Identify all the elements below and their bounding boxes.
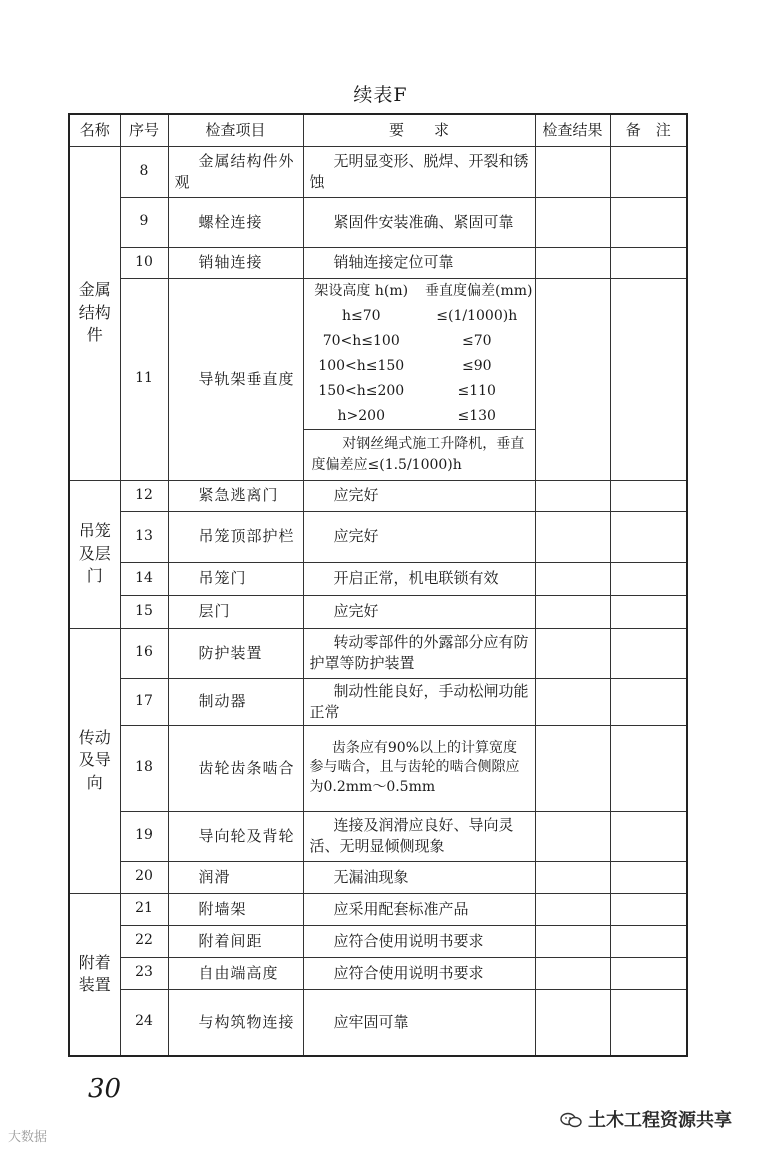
result-cell: [535, 480, 610, 511]
row-number: 16: [120, 628, 168, 678]
remark-cell: [610, 562, 687, 595]
deviation-value: ≤130: [457, 407, 496, 424]
check-item: 紧急逃离门: [168, 480, 303, 511]
check-item: 制动器: [168, 678, 303, 725]
check-item: 附着间距: [168, 925, 303, 957]
requirement: 应符合使用说明书要求: [303, 957, 535, 989]
remark-cell: [610, 989, 687, 1056]
height-range: h>200: [337, 407, 385, 424]
row-number: 14: [120, 562, 168, 595]
requirement: 销轴连接定位可靠: [303, 247, 535, 278]
height-range: 100<h≤150: [318, 357, 405, 374]
requirement: 无漏油现象: [303, 861, 535, 893]
header-name: 名称: [69, 114, 120, 146]
result-cell: [535, 146, 610, 197]
table-row: [69, 861, 687, 893]
watermark-left: [8, 1126, 47, 1145]
watermark-left-text: 大数据: [8, 1130, 48, 1145]
height-range: h≤70: [341, 307, 381, 324]
row-number: 18: [120, 725, 168, 811]
result-cell: [535, 893, 610, 925]
requirement: 紧固件安装准确、紧固可靠: [303, 197, 535, 247]
requirement: 连接及润滑应良好、导向灵活、无明显倾侧现象: [303, 811, 535, 861]
check-item: 导向轮及背轮: [168, 811, 303, 861]
group-label-cage-landing-door: 吊笼及层门: [69, 480, 120, 628]
table-row: [69, 628, 687, 678]
row-number: 8: [120, 146, 168, 197]
check-item: 与构筑物连接: [168, 989, 303, 1056]
group-label-metal-structure: 金属结构件: [69, 146, 120, 480]
table-row: [69, 893, 687, 925]
deviation-value: ≤110: [457, 382, 496, 399]
result-cell: [535, 628, 610, 678]
deviation-header: 垂直度偏差(mm): [425, 282, 533, 299]
check-item: 销轴连接: [168, 247, 303, 278]
table-row: [69, 678, 687, 725]
table-row: [69, 511, 687, 562]
remark-cell: [610, 861, 687, 893]
table-title: 续表F: [353, 84, 408, 106]
row-number: 24: [120, 989, 168, 1056]
result-cell: [535, 678, 610, 725]
header-row: [69, 114, 687, 146]
row-number: 21: [120, 893, 168, 925]
result-cell: [535, 811, 610, 861]
remark-cell: [610, 811, 687, 861]
deviation-value: ≤70: [461, 332, 492, 349]
remark-cell: [610, 893, 687, 925]
row-number: 22: [120, 925, 168, 957]
header-item: 检查项目: [168, 114, 303, 146]
remark-cell: [610, 725, 687, 811]
row-number: 11: [120, 278, 168, 480]
check-item: 吊笼顶部护栏: [168, 511, 303, 562]
remark-cell: [610, 278, 687, 480]
result-cell: [535, 989, 610, 1056]
requirement: 应完好: [303, 480, 535, 511]
table-row: [69, 811, 687, 861]
check-item: 自由端高度: [168, 957, 303, 989]
watermark-right-text: 土木工程资源共享: [588, 1110, 732, 1131]
header-result: 检查结果: [535, 114, 610, 146]
check-item: 润滑: [168, 861, 303, 893]
table-row: [69, 480, 687, 511]
requirement: 制动性能良好，手动松闸功能正常: [303, 678, 535, 725]
row-number: 20: [120, 861, 168, 893]
remark-cell: [610, 925, 687, 957]
requirement: 转动零部件的外露部分应有防护罩等防护装置: [303, 628, 535, 678]
table-row: [69, 725, 687, 811]
requirement: 开启正常，机电联锁有效: [303, 562, 535, 595]
remark-cell: [610, 480, 687, 511]
table-row: [69, 957, 687, 989]
row-number: 9: [120, 197, 168, 247]
remark-cell: [610, 628, 687, 678]
requirement: 齿条应有90%以上的计算宽度参与啮合，且与齿轮的啮合侧隙应为0.2mm～0.5mm: [303, 725, 535, 811]
row-number: 23: [120, 957, 168, 989]
group-label-attachment: 附着装置: [69, 893, 120, 1056]
inspection-table: [68, 113, 688, 1057]
requirement: 应符合使用说明书要求: [303, 925, 535, 957]
result-cell: [535, 562, 610, 595]
table-row: [69, 278, 687, 480]
row-number: 17: [120, 678, 168, 725]
remark-cell: [610, 595, 687, 628]
check-item: 齿轮齿条啮合: [168, 725, 303, 811]
header-remark: 备 注: [610, 114, 687, 146]
table-row: [69, 197, 687, 247]
height-header: 架设高度 h(m): [314, 282, 409, 299]
remark-cell: [610, 197, 687, 247]
deviation-value: ≤90: [461, 357, 492, 374]
table-row: [69, 247, 687, 278]
wire-rope-note: 对钢丝绳式施工升降机，垂直度偏差应≤(1.5/1000)h: [304, 429, 535, 479]
verticality-subtable: [304, 279, 535, 429]
result-cell: [535, 511, 610, 562]
requirement: 应完好: [303, 595, 535, 628]
check-item: 螺栓连接: [168, 197, 303, 247]
requirement: 无明显变形、脱焊、开裂和锈蚀: [303, 146, 535, 197]
page-number: 30: [88, 1074, 122, 1104]
group-label-transmission-guide: 传动及导向: [69, 628, 120, 893]
row-number: 10: [120, 247, 168, 278]
check-item: 附墙架: [168, 893, 303, 925]
height-range: 150<h≤200: [318, 382, 405, 399]
check-item: 金属结构件外观: [168, 146, 303, 197]
remark-cell: [610, 511, 687, 562]
remark-cell: [610, 146, 687, 197]
row-number: 12: [120, 480, 168, 511]
result-cell: [535, 725, 610, 811]
row-number: 19: [120, 811, 168, 861]
verticality-requirement: [303, 278, 535, 480]
header-requirement: 要 求: [303, 114, 535, 146]
table-row: [69, 146, 687, 197]
remark-cell: [610, 247, 687, 278]
header-number: 序号: [120, 114, 168, 146]
table-row: [69, 989, 687, 1056]
result-cell: [535, 861, 610, 893]
watermark-right: [560, 1106, 732, 1132]
check-item: 防护装置: [168, 628, 303, 678]
wechat-icon: [560, 1112, 582, 1128]
table-row: [69, 595, 687, 628]
result-cell: [535, 925, 610, 957]
remark-cell: [610, 957, 687, 989]
remark-cell: [610, 678, 687, 725]
table-row: [69, 925, 687, 957]
height-range: 70<h≤100: [322, 332, 400, 349]
result-cell: [535, 197, 610, 247]
result-cell: [535, 278, 610, 480]
requirement: 应完好: [303, 511, 535, 562]
check-item: 吊笼门: [168, 562, 303, 595]
row-number: 15: [120, 595, 168, 628]
requirement: 应牢固可靠: [303, 989, 535, 1056]
table-row: [69, 562, 687, 595]
requirement: 应采用配套标准产品: [303, 893, 535, 925]
result-cell: [535, 595, 610, 628]
check-item: 层门: [168, 595, 303, 628]
result-cell: [535, 247, 610, 278]
result-cell: [535, 957, 610, 989]
deviation-value: ≤(1/1000)h: [436, 307, 518, 324]
check-item: 导轨架垂直度: [168, 278, 303, 480]
row-number: 13: [120, 511, 168, 562]
